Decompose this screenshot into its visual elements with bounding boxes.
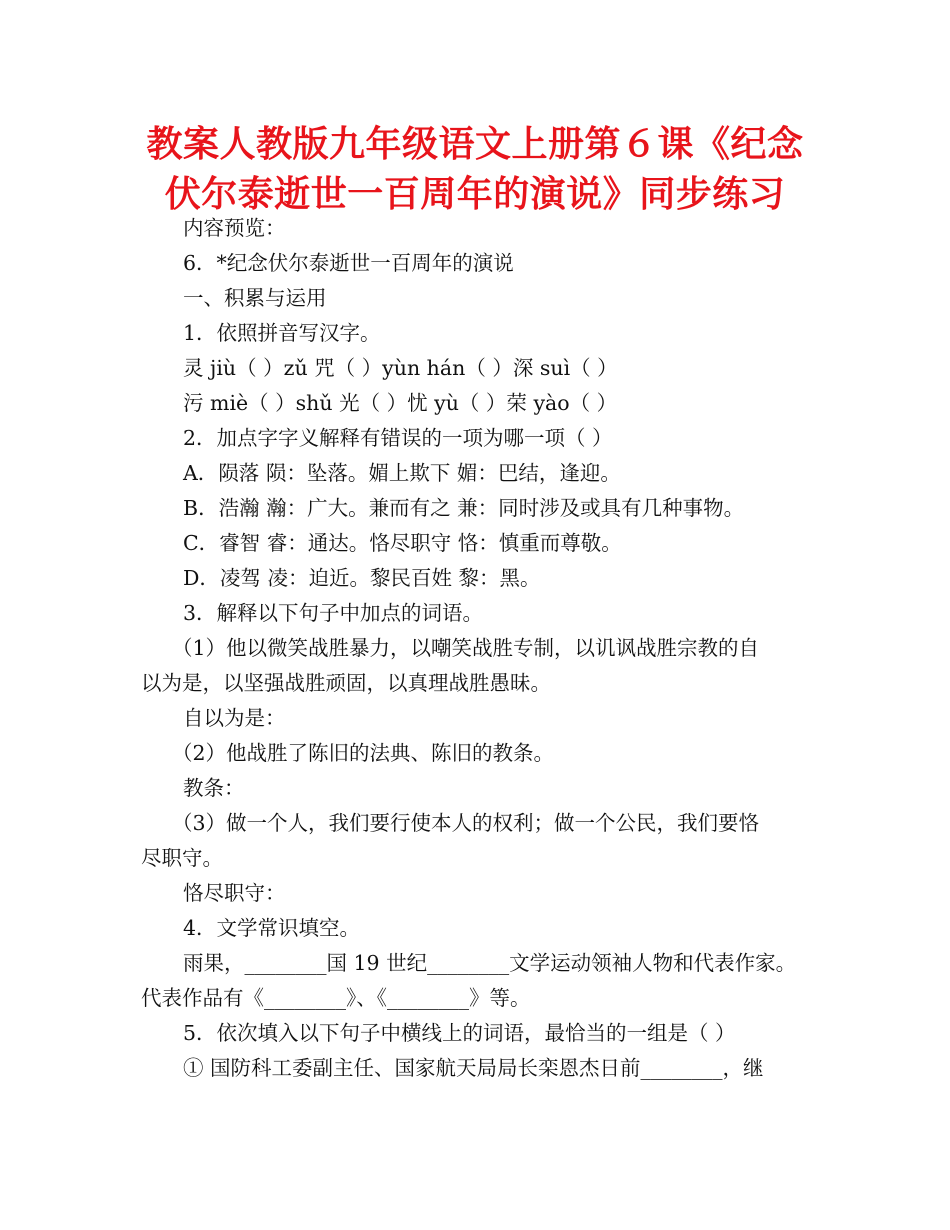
question-3: 3．解释以下句子中加点的词语。 [183,601,484,625]
question-3-item-1-answer: 自以为是： [183,706,286,730]
question-5-item-1: ① 国防科工委副主任、国家航天局局长栾恩杰日前________，继 [183,1056,764,1080]
question-2-option-d: D．凌驾 凌：迫近。黎民百姓 黎：黑。 [183,566,541,590]
title-line-1: 教案人教版九年级语文上册第６课《纪念 [146,124,804,165]
section-heading: 一、积累与运用 [183,286,327,310]
question-2-option-b: B．浩瀚 瀚：广大。兼而有之 兼：同时涉及或具有几种事物。 [183,496,745,520]
question-3-item-3-line-1: （3）做一个人，我们要行使本人的权利；做一个公民，我们要恪 [172,811,760,835]
question-2-option-a: A．陨落 陨：坠落。媚上欺下 媚：巴结，逢迎。 [183,461,621,485]
question-1-row-2: 污 miè（ ）shǔ 光（ ）忧 yù（ ）荣 yào（ ） [183,391,618,415]
question-3-item-3-answer: 恪尽职守： [183,881,286,905]
question-4-line-1: 雨果，________国 19 世纪________文学运动领袖人物和代表作家。 [183,951,797,975]
lesson-heading: 6．*纪念伏尔泰逝世一百周年的演说 [183,251,514,275]
preview-label: 内容预览： [183,216,286,240]
question-3-item-2-answer: 教条： [183,776,245,800]
question-4: 4．文学常识填空。 [183,916,361,940]
question-4-line-2: 代表作品有《________》、《________》等。 [141,986,531,1010]
document-title [100,120,850,220]
question-1-row-1: 灵 jiù（ ）zǔ 咒（ ）yùn hán（ ）深 suì（ ） [183,356,618,380]
question-3-item-1-line-2: 以为是，以坚强战胜顽固，以真理战胜愚昧。 [141,671,551,695]
question-3-item-2: （2）他战胜了陈旧的法典、陈旧的教条。 [172,741,555,765]
question-2-option-c: C．睿智 睿：通达。恪尽职守 恪：慎重而尊敬。 [183,531,622,555]
question-2: 2．加点字字义解释有错误的一项为哪一项（ ） [183,426,613,450]
question-1: 1．依照拼音写汉字。 [183,321,381,345]
title-line-2: 伏尔泰逝世一百周年的演说》同步练习 [164,174,786,215]
document-body [141,211,831,1086]
question-3-item-1-line-1: （1）他以微笑战胜暴力，以嘲笑战胜专制，以讥讽战胜宗教的自 [172,636,760,660]
question-5: 5．依次填入以下句子中横线上的词语，最恰当的一组是（ ） [183,1021,736,1045]
question-3-item-3-line-2: 尽职守。 [141,846,223,870]
